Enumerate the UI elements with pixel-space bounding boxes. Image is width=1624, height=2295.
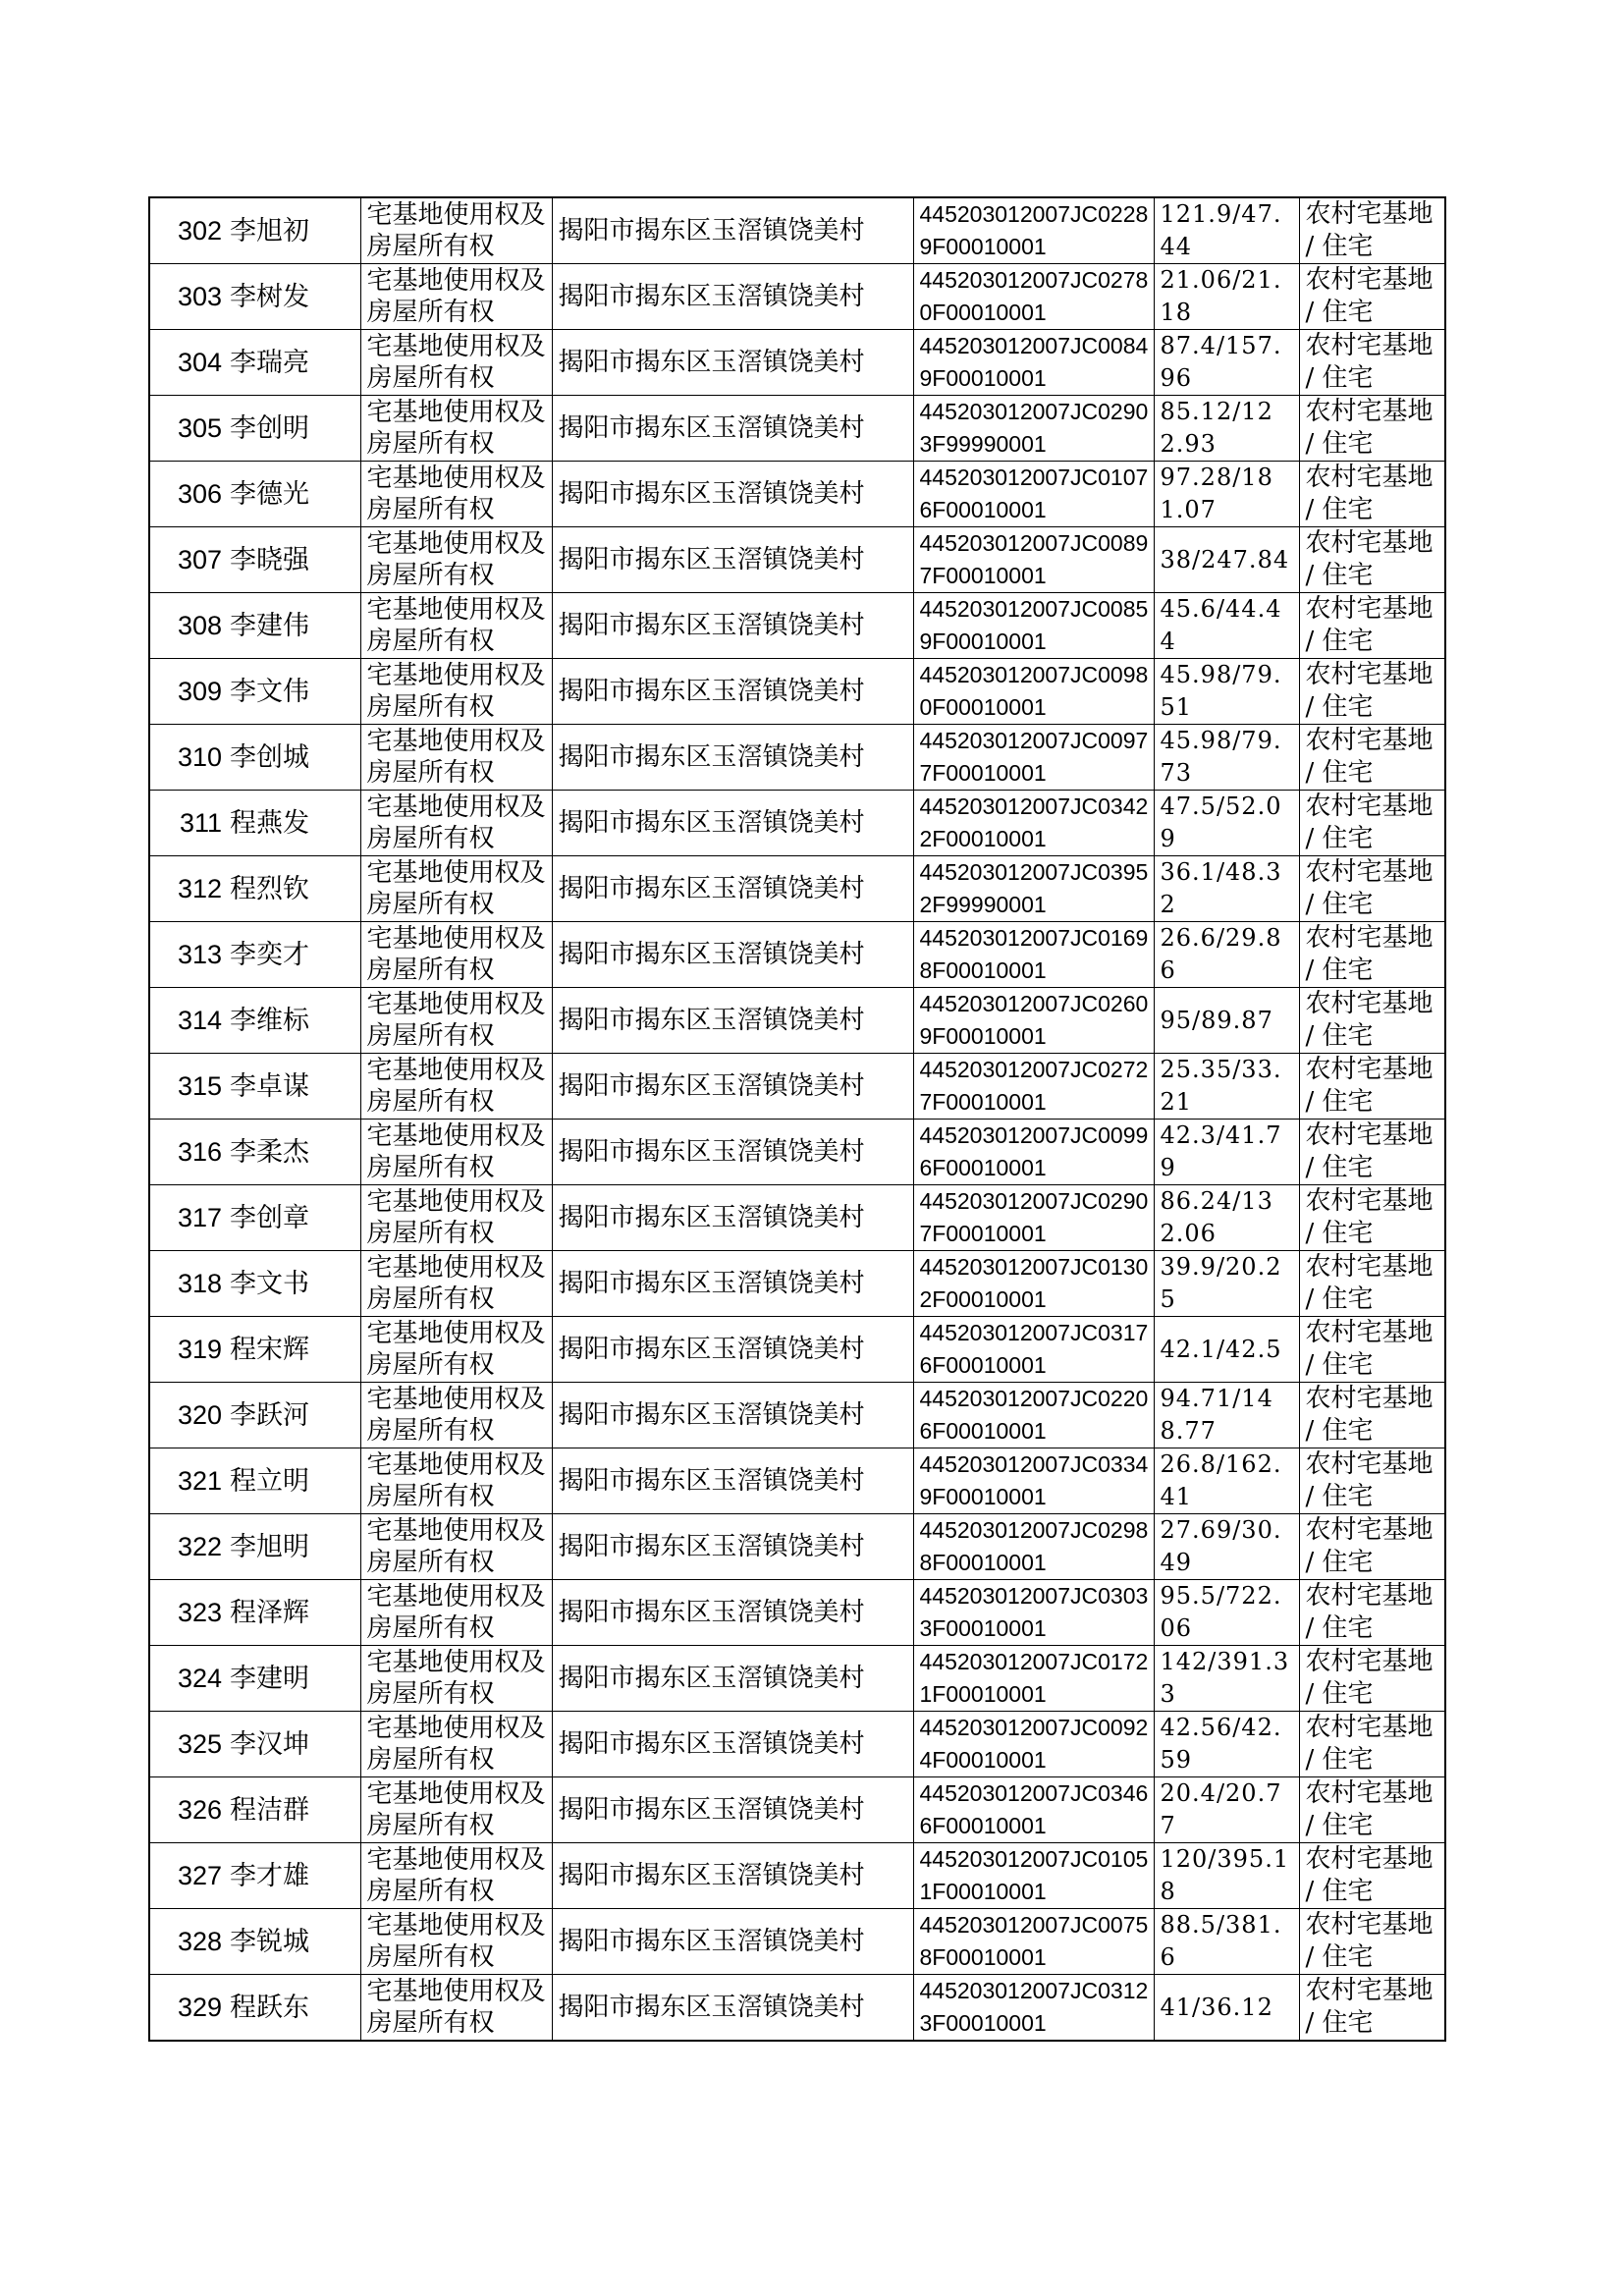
property-address-cell: 揭阳市揭东区玉滘镇饶美村 — [552, 593, 913, 659]
row-number-cell: 317 — [149, 1185, 228, 1251]
land-use-cell: 农村宅基地 / 住宅 — [1299, 1514, 1445, 1580]
property-address-cell: 揭阳市揭东区玉滘镇饶美村 — [552, 1712, 913, 1777]
unit-code-cell: 445203012007JC02903F99990001 — [913, 396, 1154, 462]
table-row — [149, 1909, 1445, 1975]
area-values-cell: 42.1/42.5 — [1154, 1317, 1299, 1383]
property-address-cell: 揭阳市揭东区玉滘镇饶美村 — [552, 1251, 913, 1317]
owner-name-cell: 李建伟 — [228, 593, 360, 659]
right-type-cell: 宅基地使用权及房屋所有权 — [360, 988, 552, 1054]
owner-name-cell: 李树发 — [228, 264, 360, 330]
right-type-cell: 宅基地使用权及房屋所有权 — [360, 1054, 552, 1120]
unit-code-cell: 445203012007JC02907F00010001 — [913, 1185, 1154, 1251]
unit-code-cell: 445203012007JC00859F00010001 — [913, 593, 1154, 659]
unit-code-cell: 445203012007JC03422F00010001 — [913, 791, 1154, 856]
table-row — [149, 856, 1445, 922]
row-number-cell: 307 — [149, 527, 228, 593]
right-type-cell: 宅基地使用权及房屋所有权 — [360, 462, 552, 527]
owner-name-cell: 李才雄 — [228, 1843, 360, 1909]
right-type-cell: 宅基地使用权及房屋所有权 — [360, 1843, 552, 1909]
land-use-cell: 农村宅基地 / 住宅 — [1299, 1251, 1445, 1317]
right-type-cell: 宅基地使用权及房屋所有权 — [360, 856, 552, 922]
table-row — [149, 1448, 1445, 1514]
row-number-cell: 308 — [149, 593, 228, 659]
unit-code-cell: 445203012007JC03123F00010001 — [913, 1975, 1154, 2042]
right-type-cell: 宅基地使用权及房屋所有权 — [360, 1120, 552, 1185]
row-number-cell: 321 — [149, 1448, 228, 1514]
row-number-cell: 329 — [149, 1975, 228, 2042]
unit-code-cell: 445203012007JC03176F00010001 — [913, 1317, 1154, 1383]
owner-name-cell: 李旭明 — [228, 1514, 360, 1580]
land-use-cell: 农村宅基地 / 住宅 — [1299, 988, 1445, 1054]
land-use-cell: 农村宅基地 / 住宅 — [1299, 1975, 1445, 2042]
property-registry-table — [148, 196, 1446, 2042]
land-use-cell: 农村宅基地 / 住宅 — [1299, 1448, 1445, 1514]
table-row — [149, 330, 1445, 396]
owner-name-cell: 李创明 — [228, 396, 360, 462]
owner-name-cell: 李维标 — [228, 988, 360, 1054]
table-row — [149, 1975, 1445, 2042]
land-use-cell: 农村宅基地 / 住宅 — [1299, 1909, 1445, 1975]
area-values-cell: 39.9/20.25 — [1154, 1251, 1299, 1317]
owner-name-cell: 程立明 — [228, 1448, 360, 1514]
table-row — [149, 922, 1445, 988]
owner-name-cell: 程洁群 — [228, 1777, 360, 1843]
land-use-cell: 农村宅基地 / 住宅 — [1299, 922, 1445, 988]
property-address-cell: 揭阳市揭东区玉滘镇饶美村 — [552, 1185, 913, 1251]
land-use-cell: 农村宅基地 / 住宅 — [1299, 527, 1445, 593]
land-use-cell: 农村宅基地 / 住宅 — [1299, 1120, 1445, 1185]
table-row — [149, 988, 1445, 1054]
area-values-cell: 88.5/381.6 — [1154, 1909, 1299, 1975]
unit-code-cell: 445203012007JC02988F00010001 — [913, 1514, 1154, 1580]
area-values-cell: 87.4/157.96 — [1154, 330, 1299, 396]
unit-code-cell: 445203012007JC03033F00010001 — [913, 1580, 1154, 1646]
row-number-cell: 328 — [149, 1909, 228, 1975]
table-row — [149, 1712, 1445, 1777]
unit-code-cell: 445203012007JC01076F00010001 — [913, 462, 1154, 527]
unit-code-cell: 445203012007JC02727F00010001 — [913, 1054, 1154, 1120]
owner-name-cell: 李锐城 — [228, 1909, 360, 1975]
right-type-cell: 宅基地使用权及房屋所有权 — [360, 330, 552, 396]
table-row — [149, 396, 1445, 462]
area-values-cell: 42.3/41.79 — [1154, 1120, 1299, 1185]
row-number-cell: 309 — [149, 659, 228, 725]
row-number-cell: 311 — [149, 791, 228, 856]
right-type-cell: 宅基地使用权及房屋所有权 — [360, 791, 552, 856]
table-body — [149, 197, 1445, 2041]
owner-name-cell: 李卓谋 — [228, 1054, 360, 1120]
land-use-cell: 农村宅基地 / 住宅 — [1299, 264, 1445, 330]
row-number-cell: 315 — [149, 1054, 228, 1120]
land-use-cell: 农村宅基地 / 住宅 — [1299, 396, 1445, 462]
table-row — [149, 1580, 1445, 1646]
property-address-cell: 揭阳市揭东区玉滘镇饶美村 — [552, 1777, 913, 1843]
unit-code-cell: 445203012007JC00924F00010001 — [913, 1712, 1154, 1777]
unit-code-cell: 445203012007JC03466F00010001 — [913, 1777, 1154, 1843]
property-address-cell: 揭阳市揭东区玉滘镇饶美村 — [552, 1054, 913, 1120]
unit-code-cell: 445203012007JC02289F00010001 — [913, 197, 1154, 264]
row-number-cell: 319 — [149, 1317, 228, 1383]
unit-code-cell: 445203012007JC00758F00010001 — [913, 1909, 1154, 1975]
table-row — [149, 659, 1445, 725]
owner-name-cell: 程烈钦 — [228, 856, 360, 922]
row-number-cell: 303 — [149, 264, 228, 330]
unit-code-cell: 445203012007JC03349F00010001 — [913, 1448, 1154, 1514]
property-address-cell: 揭阳市揭东区玉滘镇饶美村 — [552, 1843, 913, 1909]
row-number-cell: 314 — [149, 988, 228, 1054]
right-type-cell: 宅基地使用权及房屋所有权 — [360, 1317, 552, 1383]
area-values-cell: 25.35/33.21 — [1154, 1054, 1299, 1120]
land-use-cell: 农村宅基地 / 住宅 — [1299, 1777, 1445, 1843]
land-use-cell: 农村宅基地 / 住宅 — [1299, 725, 1445, 791]
area-values-cell: 26.8/162.41 — [1154, 1448, 1299, 1514]
area-values-cell: 20.4/20.77 — [1154, 1777, 1299, 1843]
land-use-cell: 农村宅基地 / 住宅 — [1299, 791, 1445, 856]
table-row — [149, 1383, 1445, 1448]
property-address-cell: 揭阳市揭东区玉滘镇饶美村 — [552, 396, 913, 462]
land-use-cell: 农村宅基地 / 住宅 — [1299, 330, 1445, 396]
right-type-cell: 宅基地使用权及房屋所有权 — [360, 922, 552, 988]
owner-name-cell: 程燕发 — [228, 791, 360, 856]
property-address-cell: 揭阳市揭东区玉滘镇饶美村 — [552, 1975, 913, 2042]
land-use-cell: 农村宅基地 / 住宅 — [1299, 1843, 1445, 1909]
land-use-cell: 农村宅基地 / 住宅 — [1299, 1054, 1445, 1120]
land-use-cell: 农村宅基地 / 住宅 — [1299, 1185, 1445, 1251]
table-row — [149, 1646, 1445, 1712]
right-type-cell: 宅基地使用权及房屋所有权 — [360, 1975, 552, 2042]
owner-name-cell: 李柔杰 — [228, 1120, 360, 1185]
area-values-cell: 41/36.12 — [1154, 1975, 1299, 2042]
area-values-cell: 86.24/132.06 — [1154, 1185, 1299, 1251]
unit-code-cell: 445203012007JC01051F00010001 — [913, 1843, 1154, 1909]
right-type-cell: 宅基地使用权及房屋所有权 — [360, 396, 552, 462]
area-values-cell: 142/391.33 — [1154, 1646, 1299, 1712]
land-use-cell: 农村宅基地 / 住宅 — [1299, 1646, 1445, 1712]
table-row — [149, 593, 1445, 659]
table-row — [149, 725, 1445, 791]
table-row — [149, 1251, 1445, 1317]
right-type-cell: 宅基地使用权及房屋所有权 — [360, 1185, 552, 1251]
area-values-cell: 85.12/122.93 — [1154, 396, 1299, 462]
table-row — [149, 197, 1445, 264]
property-address-cell: 揭阳市揭东区玉滘镇饶美村 — [552, 659, 913, 725]
right-type-cell: 宅基地使用权及房屋所有权 — [360, 1580, 552, 1646]
table-row — [149, 264, 1445, 330]
land-use-cell: 农村宅基地 / 住宅 — [1299, 1580, 1445, 1646]
row-number-cell: 318 — [149, 1251, 228, 1317]
table-row — [149, 1843, 1445, 1909]
right-type-cell: 宅基地使用权及房屋所有权 — [360, 527, 552, 593]
row-number-cell: 322 — [149, 1514, 228, 1580]
table-row — [149, 1777, 1445, 1843]
table-row — [149, 527, 1445, 593]
owner-name-cell: 李瑞亮 — [228, 330, 360, 396]
unit-code-cell: 445203012007JC02206F00010001 — [913, 1383, 1154, 1448]
area-values-cell: 120/395.18 — [1154, 1843, 1299, 1909]
owner-name-cell: 李文伟 — [228, 659, 360, 725]
area-values-cell: 95/89.87 — [1154, 988, 1299, 1054]
right-type-cell: 宅基地使用权及房屋所有权 — [360, 1909, 552, 1975]
row-number-cell: 326 — [149, 1777, 228, 1843]
land-use-cell: 农村宅基地 / 住宅 — [1299, 1712, 1445, 1777]
owner-name-cell: 李创城 — [228, 725, 360, 791]
area-values-cell: 42.56/42.59 — [1154, 1712, 1299, 1777]
document-page — [148, 196, 1446, 2042]
land-use-cell: 农村宅基地 / 住宅 — [1299, 462, 1445, 527]
right-type-cell: 宅基地使用权及房屋所有权 — [360, 1251, 552, 1317]
right-type-cell: 宅基地使用权及房屋所有权 — [360, 197, 552, 264]
area-values-cell: 45.6/44.44 — [1154, 593, 1299, 659]
property-address-cell: 揭阳市揭东区玉滘镇饶美村 — [552, 1383, 913, 1448]
unit-code-cell: 445203012007JC02780F00010001 — [913, 264, 1154, 330]
area-values-cell: 45.98/79.73 — [1154, 725, 1299, 791]
property-address-cell: 揭阳市揭东区玉滘镇饶美村 — [552, 1580, 913, 1646]
property-address-cell: 揭阳市揭东区玉滘镇饶美村 — [552, 791, 913, 856]
property-address-cell: 揭阳市揭东区玉滘镇饶美村 — [552, 1448, 913, 1514]
owner-name-cell: 李文书 — [228, 1251, 360, 1317]
owner-name-cell: 李创章 — [228, 1185, 360, 1251]
owner-name-cell: 程跃东 — [228, 1975, 360, 2042]
right-type-cell: 宅基地使用权及房屋所有权 — [360, 1383, 552, 1448]
unit-code-cell: 445203012007JC00849F00010001 — [913, 330, 1154, 396]
area-values-cell: 26.6/29.86 — [1154, 922, 1299, 988]
property-address-cell: 揭阳市揭东区玉滘镇饶美村 — [552, 856, 913, 922]
land-use-cell: 农村宅基地 / 住宅 — [1299, 197, 1445, 264]
area-values-cell: 45.98/79.51 — [1154, 659, 1299, 725]
area-values-cell: 97.28/181.07 — [1154, 462, 1299, 527]
area-values-cell: 21.06/21.18 — [1154, 264, 1299, 330]
property-address-cell: 揭阳市揭东区玉滘镇饶美村 — [552, 1514, 913, 1580]
owner-name-cell: 李晓强 — [228, 527, 360, 593]
property-address-cell: 揭阳市揭东区玉滘镇饶美村 — [552, 725, 913, 791]
table-row — [149, 462, 1445, 527]
row-number-cell: 320 — [149, 1383, 228, 1448]
owner-name-cell: 李跃河 — [228, 1383, 360, 1448]
property-address-cell: 揭阳市揭东区玉滘镇饶美村 — [552, 527, 913, 593]
property-address-cell: 揭阳市揭东区玉滘镇饶美村 — [552, 330, 913, 396]
property-address-cell: 揭阳市揭东区玉滘镇饶美村 — [552, 1909, 913, 1975]
right-type-cell: 宅基地使用权及房屋所有权 — [360, 593, 552, 659]
row-number-cell: 310 — [149, 725, 228, 791]
right-type-cell: 宅基地使用权及房屋所有权 — [360, 1448, 552, 1514]
table-row — [149, 1317, 1445, 1383]
area-values-cell: 47.5/52.09 — [1154, 791, 1299, 856]
row-number-cell: 325 — [149, 1712, 228, 1777]
property-address-cell: 揭阳市揭东区玉滘镇饶美村 — [552, 462, 913, 527]
row-number-cell: 305 — [149, 396, 228, 462]
property-address-cell: 揭阳市揭东区玉滘镇饶美村 — [552, 1317, 913, 1383]
right-type-cell: 宅基地使用权及房屋所有权 — [360, 264, 552, 330]
unit-code-cell: 445203012007JC01698F00010001 — [913, 922, 1154, 988]
area-values-cell: 95.5/722.06 — [1154, 1580, 1299, 1646]
unit-code-cell: 445203012007JC00980F00010001 — [913, 659, 1154, 725]
owner-name-cell: 李旭初 — [228, 197, 360, 264]
right-type-cell: 宅基地使用权及房屋所有权 — [360, 1777, 552, 1843]
property-address-cell: 揭阳市揭东区玉滘镇饶美村 — [552, 988, 913, 1054]
property-address-cell: 揭阳市揭东区玉滘镇饶美村 — [552, 1120, 913, 1185]
property-address-cell: 揭阳市揭东区玉滘镇饶美村 — [552, 922, 913, 988]
table-row — [149, 791, 1445, 856]
row-number-cell: 306 — [149, 462, 228, 527]
owner-name-cell: 李汉坤 — [228, 1712, 360, 1777]
row-number-cell: 323 — [149, 1580, 228, 1646]
area-values-cell: 27.69/30.49 — [1154, 1514, 1299, 1580]
unit-code-cell: 445203012007JC01302F00010001 — [913, 1251, 1154, 1317]
row-number-cell: 313 — [149, 922, 228, 988]
right-type-cell: 宅基地使用权及房屋所有权 — [360, 1646, 552, 1712]
owner-name-cell: 李建明 — [228, 1646, 360, 1712]
unit-code-cell: 445203012007JC00996F00010001 — [913, 1120, 1154, 1185]
row-number-cell: 316 — [149, 1120, 228, 1185]
area-values-cell: 38/247.84 — [1154, 527, 1299, 593]
row-number-cell: 312 — [149, 856, 228, 922]
right-type-cell: 宅基地使用权及房屋所有权 — [360, 1514, 552, 1580]
table-row — [149, 1185, 1445, 1251]
unit-code-cell: 445203012007JC03952F99990001 — [913, 856, 1154, 922]
table-row — [149, 1054, 1445, 1120]
owner-name-cell: 李奕才 — [228, 922, 360, 988]
right-type-cell: 宅基地使用权及房屋所有权 — [360, 1712, 552, 1777]
right-type-cell: 宅基地使用权及房屋所有权 — [360, 659, 552, 725]
right-type-cell: 宅基地使用权及房屋所有权 — [360, 725, 552, 791]
unit-code-cell: 445203012007JC00897F00010001 — [913, 527, 1154, 593]
land-use-cell: 农村宅基地 / 住宅 — [1299, 659, 1445, 725]
unit-code-cell: 445203012007JC01721F00010001 — [913, 1646, 1154, 1712]
owner-name-cell: 程宋辉 — [228, 1317, 360, 1383]
row-number-cell: 304 — [149, 330, 228, 396]
land-use-cell: 农村宅基地 / 住宅 — [1299, 856, 1445, 922]
land-use-cell: 农村宅基地 / 住宅 — [1299, 1383, 1445, 1448]
row-number-cell: 302 — [149, 197, 228, 264]
unit-code-cell: 445203012007JC00977F00010001 — [913, 725, 1154, 791]
row-number-cell: 324 — [149, 1646, 228, 1712]
owner-name-cell: 程泽辉 — [228, 1580, 360, 1646]
land-use-cell: 农村宅基地 / 住宅 — [1299, 593, 1445, 659]
area-values-cell: 36.1/48.32 — [1154, 856, 1299, 922]
land-use-cell: 农村宅基地 / 住宅 — [1299, 1317, 1445, 1383]
property-address-cell: 揭阳市揭东区玉滘镇饶美村 — [552, 264, 913, 330]
property-address-cell: 揭阳市揭东区玉滘镇饶美村 — [552, 1646, 913, 1712]
row-number-cell: 327 — [149, 1843, 228, 1909]
owner-name-cell: 李德光 — [228, 462, 360, 527]
table-row — [149, 1120, 1445, 1185]
area-values-cell: 121.9/47.44 — [1154, 197, 1299, 264]
property-address-cell: 揭阳市揭东区玉滘镇饶美村 — [552, 197, 913, 264]
area-values-cell: 94.71/148.77 — [1154, 1383, 1299, 1448]
table-row — [149, 1514, 1445, 1580]
unit-code-cell: 445203012007JC02609F00010001 — [913, 988, 1154, 1054]
